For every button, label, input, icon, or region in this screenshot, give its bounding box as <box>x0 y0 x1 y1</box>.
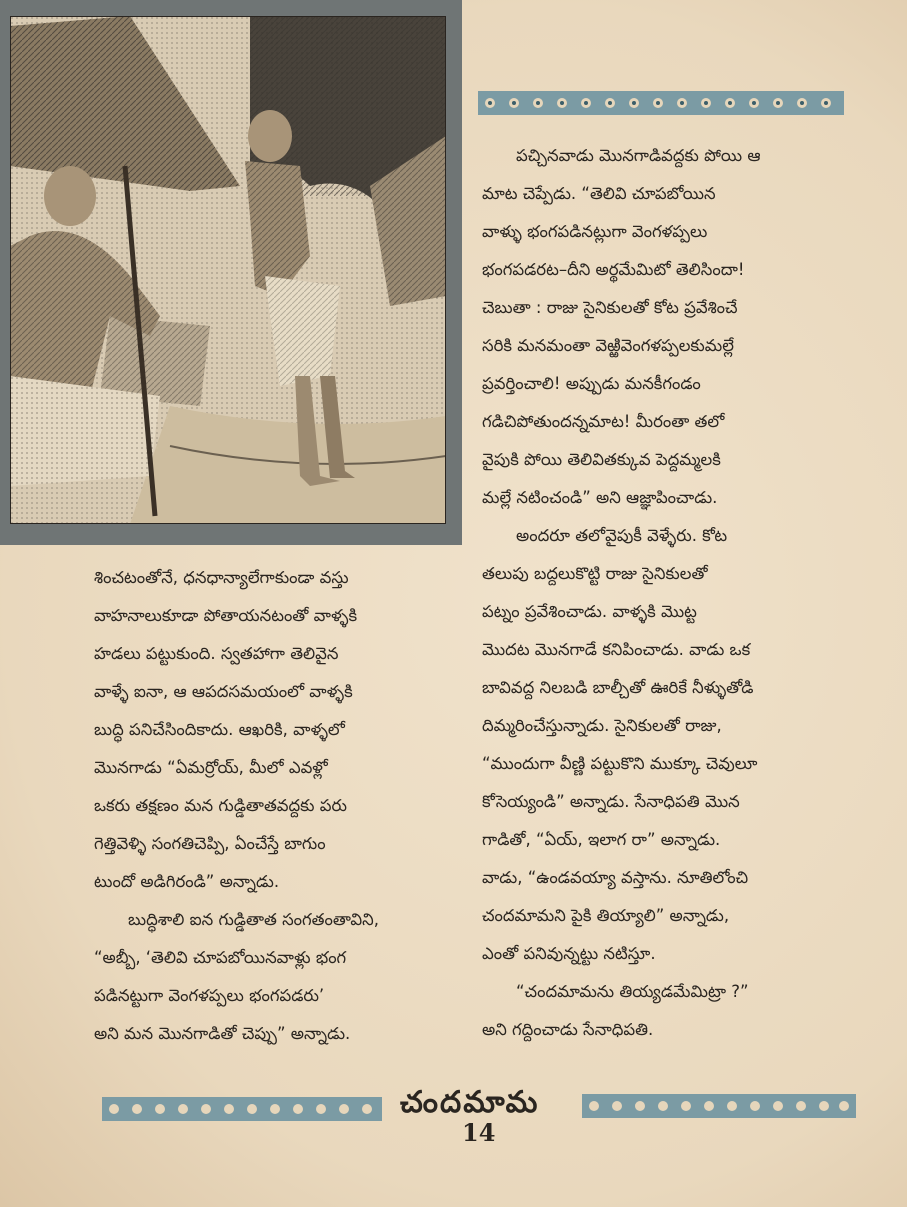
text-line: కోసెయ్యండి” అన్నాడు. సేనాధిపతి మొన <box>482 792 740 811</box>
left-text-column <box>94 559 474 1053</box>
text-line: బుద్ధి పనిచేసిందికాదు. ఆఖరికి, వాళ్ళలో <box>94 720 345 739</box>
text-line: బుద్ధిశాలి ఐన గుడ్డితాత సంగతంతావిని, <box>128 910 379 929</box>
text-line: ఎంతో పనివున్నట్టు నటిస్తూ. <box>482 944 656 963</box>
text-line: అందరూ తలోవైపుకీ వెళ్ళేరు. కోట <box>516 526 728 545</box>
footer-ornament-left <box>102 1097 382 1121</box>
text-line: “ముందుగా వీణ్ణి పట్టుకొని ముక్కూ చెవులూ <box>482 754 758 773</box>
text-line: గాడితో, “ఏయ్, ఇలాగ రా” అన్నాడు. <box>482 830 721 849</box>
text-line: చందమామని పైకి తియ్యాలి” అన్నాడు, <box>482 906 730 925</box>
right-text-column <box>482 137 892 1049</box>
text-line: భంగపడరట–దీని అర్థమేమిటో తెలిసిందా! <box>482 260 745 279</box>
text-line: తలుపు బద్దలుకొట్టి రాజు సైనికులతో <box>482 564 708 583</box>
text-line: వాళ్ళే ఐనా, ఆ ఆపదసమయంలో వాళ్ళకి <box>94 682 353 701</box>
text-line: వాడు, “ఉండవయ్యా వస్తాను. నూతిలోంచి <box>482 868 749 887</box>
text-line: వాళ్ళు భంగపడినట్లుగా వెంగళప్పలు <box>482 222 708 241</box>
story-illustration <box>0 0 462 545</box>
magazine-title: చందమామ <box>400 1085 540 1120</box>
text-line: వాహనాలుకూడా పోతాయనటంతో వాళ్ళకి <box>94 606 358 625</box>
text-line: అని మన మొనగాడితో చెప్పు” అన్నాడు. <box>94 1024 351 1043</box>
page-number: 14 <box>462 1118 496 1147</box>
text-line: “అబ్బీ, ‘తెలివి చూపబోయినవాళ్లు భంగ <box>94 948 347 967</box>
text-line: పచ్చినవాడు మొనగాడివద్దకు పోయి ఆ <box>516 146 761 165</box>
text-line: పడినట్టుగా వెంగళప్పలు భంగపడరు’ <box>94 986 325 1005</box>
text-line: మొదట మొనగాడే కనిపించాడు. వాడు ఒక <box>482 640 751 659</box>
text-line: “చందమామను తియ్యడమేమిట్రా ?” <box>516 982 749 1001</box>
text-line: చెబుతా : రాజు సైనికులతో కోట ప్రవేశించే <box>482 298 738 317</box>
top-ornament-strip <box>478 91 844 115</box>
text-line: ఒకరు తక్షణం మన గుడ్డితాతవద్దకు పరు <box>94 796 347 815</box>
text-line: గెత్తివెళ్ళి సంగతిచెప్పి, ఏంచేస్తే బాగుం <box>94 834 326 853</box>
text-line: మొనగాడు “ఏమర్రోయ్, మీలో ఎవళ్లో <box>94 758 328 777</box>
top-ornament-pattern <box>478 91 844 115</box>
text-line: హడలు పట్టుకుంది. స్వతహాగా తెలివైన <box>94 644 339 663</box>
text-line: టుందో అడిగిరండి” అన్నాడు. <box>94 872 280 891</box>
text-line: మాట చెప్పేడు. “తెలివి చూపబోయిన <box>482 184 716 203</box>
text-line: ప్రవర్తించాలి! అప్పుడు మనకీగండం <box>482 374 701 393</box>
text-line: మల్లే నటించండి” అని ఆజ్ఞాపించాడు. <box>482 488 718 507</box>
text-line: అని గద్దించాడు సేనాధిపతి. <box>482 1020 654 1039</box>
text-line: వైపుకి పోయి తెలివితక్కువ పెద్దమ్మలకి <box>482 450 721 469</box>
footer-ornament-right <box>582 1094 856 1118</box>
text-line: దిమ్మరించేస్తున్నాడు. సైనికులతో రాజు, <box>482 716 722 735</box>
text-line: బావివద్ద నిలబడి బాల్చీతో ఊరికే నీళ్ళుతోడి <box>482 678 754 697</box>
text-line: గడిచిపోతుందన్నమాట! మీరంతా తలో <box>482 412 725 431</box>
text-line: సరికి మనమంతా వెఱ్ఱివెంగళప్పలకుమల్లే <box>482 336 734 355</box>
illustration-drawing <box>10 16 446 524</box>
text-line: శించటంతోనే, ధనధాన్యాలేగాకుండా వస్తు <box>94 568 349 587</box>
text-line: పట్నం ప్రవేశించాడు. వాళ్ళకి మొట్ట <box>482 602 697 621</box>
